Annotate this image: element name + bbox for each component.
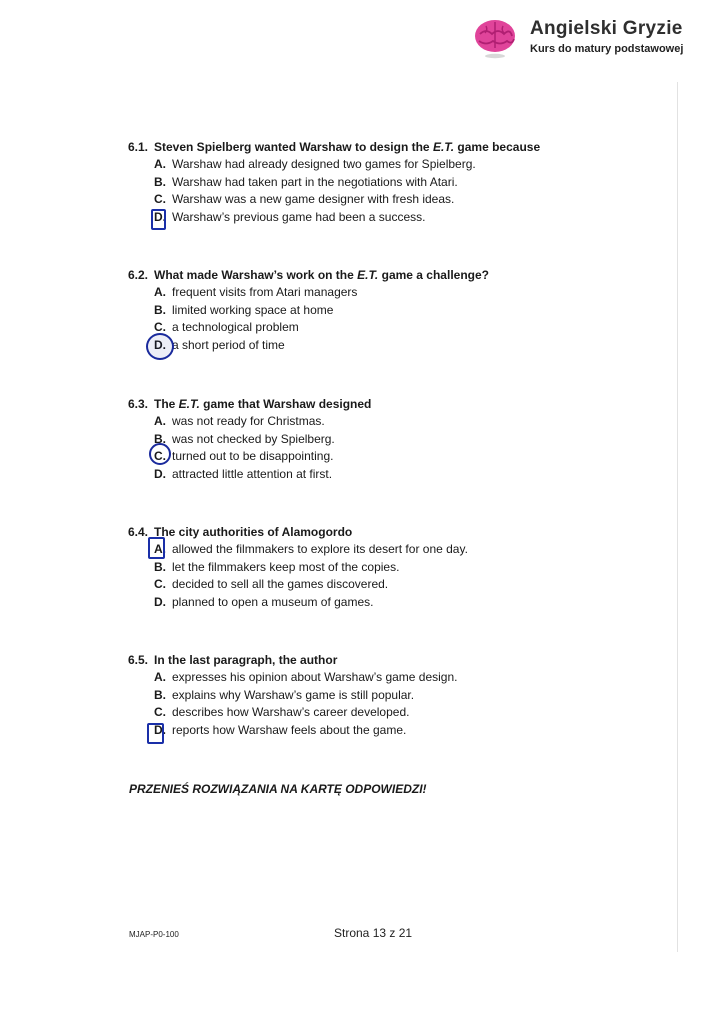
answer-option-b[interactable]: B. explains why Warshaw’s game is still popular. (154, 687, 415, 702)
brand-title: Angielski Gryzie (530, 18, 683, 39)
brain-icon (472, 16, 518, 60)
answer-option-a[interactable]: A. Warshaw had already designed two games for Spielberg. (154, 157, 476, 171)
question-6-1 (128, 139, 668, 226)
answer-mark-circle (146, 333, 174, 360)
question-number: 6.4. (128, 525, 149, 539)
question-stem: 6.2. What made Warshaw’s work on the E.T. game a challenge? (128, 268, 489, 282)
question-stem: 6.5. In the last paragraph, the author (128, 653, 338, 667)
answer-option-d[interactable]: D. reports how Warshaw feels about the game. (154, 722, 407, 737)
page-edge-rule (677, 82, 678, 952)
answer-option-d[interactable]: D. attracted little attention at first. (154, 466, 333, 481)
answer-option-d[interactable]: D. a short period of time (154, 337, 285, 352)
question-6-3 (128, 396, 668, 483)
answer-option-a[interactable]: A. was not ready for Christmas. (154, 414, 325, 428)
answer-option-a[interactable]: A. frequent visits from Atari managers (154, 285, 358, 299)
answer-option-b[interactable]: B. was not checked by Spielberg. (154, 431, 335, 446)
question-number: 6.3. (128, 397, 149, 411)
answer-option-c[interactable]: C. describes how Warshaw’s career developed. (154, 705, 410, 720)
question-stem: 6.1. Steven Spielberg wanted Warshaw to design the E.T. game because (128, 140, 541, 154)
answer-mark-circle (149, 443, 171, 465)
answer-mark-square (151, 209, 166, 230)
answer-option-c[interactable]: C. turned out to be disappointing. (154, 449, 334, 464)
question-number: 6.5. (128, 653, 149, 667)
answer-option-c[interactable]: C. Warshaw was a new game designer with fresh ideas. (154, 192, 455, 207)
answer-mark-square (148, 537, 165, 559)
answer-option-a[interactable]: A. expresses his opinion about Warshaw’s game design. (154, 670, 458, 684)
answer-option-b[interactable]: B. limited working space at home (154, 302, 334, 317)
answer-option-c[interactable]: C. decided to sell all the games discovered. (154, 577, 389, 592)
question-number: 6.2. (128, 268, 149, 282)
page-number: Strona 13 z 21 (334, 926, 413, 940)
answer-option-c[interactable]: C. a technological problem (154, 320, 299, 335)
question-number: 6.1. (128, 140, 149, 154)
question-6-4 (128, 524, 668, 611)
brand-logo (472, 14, 712, 66)
answer-mark-square (147, 723, 164, 744)
brand-subtitle: Kurs do matury podstawowej (530, 43, 684, 55)
question-stem: 6.4. The city authorities of Alamogordo (128, 525, 353, 539)
question-stem: 6.3. The E.T. game that Warshaw designed (128, 397, 372, 411)
answer-option-b[interactable]: B. let the filmmakers keep most of the copies. (154, 559, 400, 574)
question-6-2 (128, 267, 668, 354)
exam-code: MJAP-P0-100 (129, 930, 179, 939)
answer-option-d[interactable]: D. Warshaw’s previous game had been a success. (154, 209, 426, 224)
question-6-5 (128, 652, 668, 739)
transfer-instruction: PRZENIEŚ ROZWIĄZANIA NA KARTĘ ODPOWIEDZI! (129, 782, 427, 796)
answer-option-b[interactable]: B. Warshaw had taken part in the negotiations with Atari. (154, 174, 458, 189)
answer-option-a[interactable]: A. allowed the filmmakers to explore its desert for one day. (154, 542, 468, 556)
answer-option-d[interactable]: D. planned to open a museum of games. (154, 594, 374, 609)
